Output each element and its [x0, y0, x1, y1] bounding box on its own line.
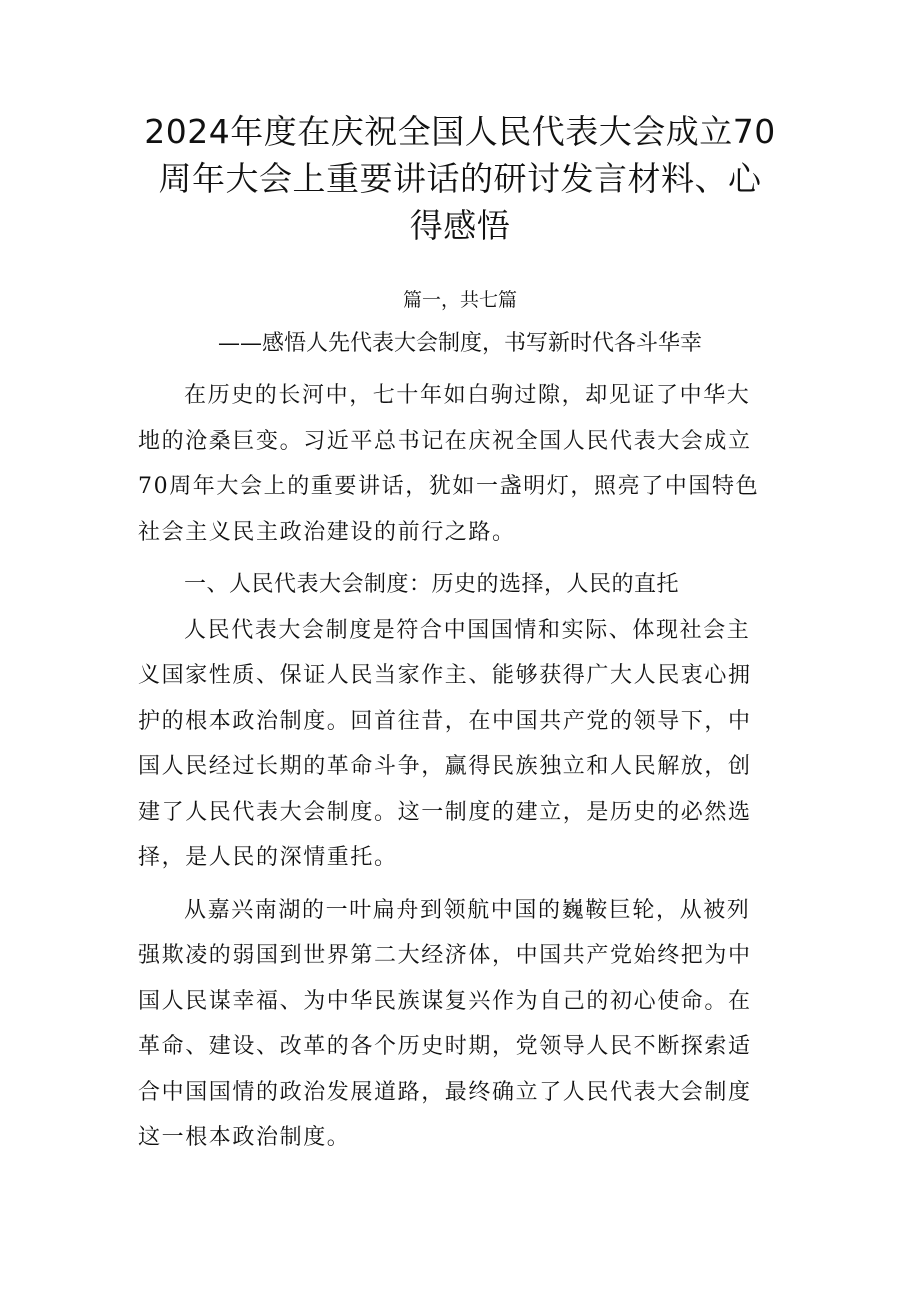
- paragraph-line: 70周年大会上的重要讲话，犹如一盏明灯，照亮了中国特色: [138, 474, 760, 499]
- intro-paragraph: [138, 373, 782, 555]
- paragraph-line: 国人民经过长期的革命斗争，赢得民族独立和人民解放，创: [138, 754, 752, 779]
- title-line: 周年大会上重要讲话的研讨发言材料、心: [158, 159, 762, 198]
- document-title: [138, 108, 782, 249]
- paragraph-line: 建了人民代表大会制度。这一制度的建立，是历史的必然选: [138, 799, 752, 825]
- document-subtitle: ——感悟人先代表大会制度，书写新时代各斗华幸: [217, 331, 702, 356]
- document-page: [138, 108, 782, 1161]
- paragraph-line: 这一根本政治制度。: [138, 1125, 351, 1150]
- series-label: 篇一，共七篇: [402, 289, 517, 311]
- paragraph-line: 革命、建设、改革的各个历史时期，党领导人民不断探索适: [138, 1034, 752, 1059]
- paragraph-line: 国人民谋幸福、为中华民族谋复兴作为自己的初心使命。在: [138, 988, 752, 1014]
- body-paragraph: [138, 888, 782, 1161]
- title-line: 2024年度在庆祝全国人民代表大会成立70: [144, 112, 776, 151]
- paragraph-line: 地的沧桑巨变。习近平总书记在庆祝全国人民代表大会成立: [138, 428, 752, 454]
- paragraph-line: 社会主义民主政治建设的前行之路。: [138, 519, 516, 545]
- paragraph-line: 从嘉兴南湖的一叶扁舟到领航中国的巍鞍巨轮，从被列: [184, 897, 751, 923]
- paragraph-line: 强欺凌的弱国到世界第二大经济体，中国共产党始终把为中: [138, 943, 752, 968]
- paragraph-line: 在历史的长河中，七十年如白驹过隙，却见证了中华大: [184, 383, 751, 408]
- paragraph-line: 合中国国情的政治发展道路，最终确立了人民代表大会制度: [138, 1079, 752, 1105]
- paragraph-line: 义国家性质、保证人民当家作主、能够获得广大人民衷心拥: [138, 663, 752, 688]
- paragraph-line: 择，是人民的深情重托。: [138, 845, 398, 870]
- title-line: 得感悟: [409, 206, 511, 245]
- body-paragraph: [138, 608, 782, 881]
- paragraph-line: 护的根本政治制度。回首往昔，在中国共产党的领导下，中: [138, 708, 752, 734]
- section-heading: 一、人民代表大会制度：历史的选择，人民的直托: [184, 572, 680, 597]
- paragraph-line: 人民代表大会制度是符合中国国情和实际、体现社会主: [184, 617, 751, 643]
